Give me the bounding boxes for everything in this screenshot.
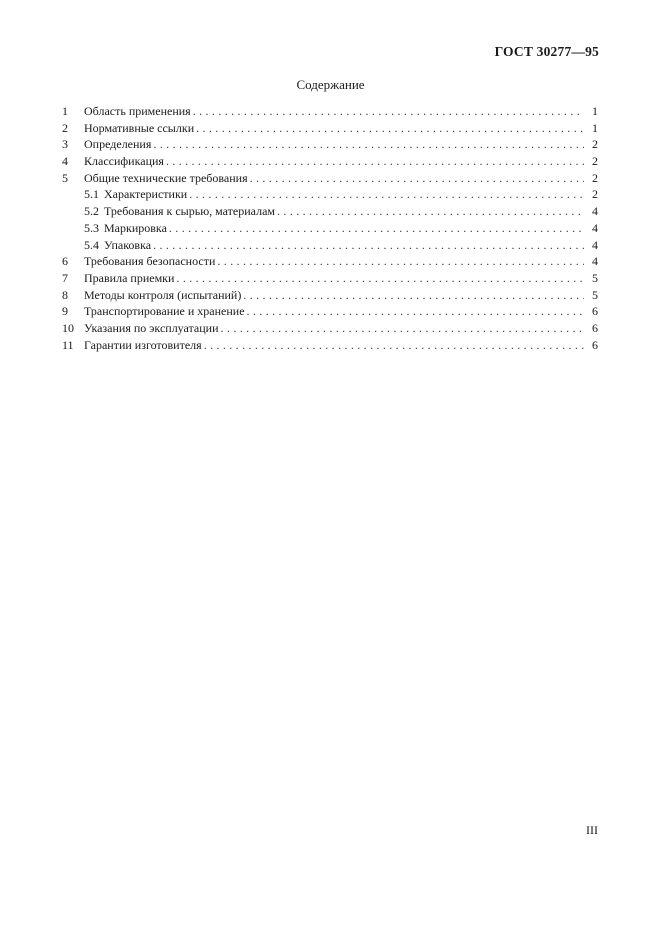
toc-item-number: 8 xyxy=(62,287,68,302)
toc-item-page: 5 xyxy=(592,270,598,285)
table-of-contents xyxy=(62,103,598,353)
toc-item-page: 4 xyxy=(592,204,598,219)
toc-item-1[interactable] xyxy=(62,103,598,120)
toc-item-label: Упаковка xyxy=(104,237,152,252)
toc-item-2[interactable] xyxy=(62,120,598,137)
toc-item-page: 6 xyxy=(592,320,598,335)
page-number: III xyxy=(586,823,598,837)
toc-item-page: 2 xyxy=(592,137,598,152)
toc-item-9[interactable] xyxy=(62,303,598,320)
toc-item-page: 1 xyxy=(592,104,598,118)
toc-item-page: 2 xyxy=(592,187,598,202)
toc-leader-dots xyxy=(217,253,584,270)
toc-leader-dots xyxy=(247,303,584,320)
toc-item-page: 4 xyxy=(592,254,598,269)
toc-item-page: 5 xyxy=(592,287,598,302)
toc-item-label: Характеристики xyxy=(104,187,188,202)
toc-item-page: 6 xyxy=(592,304,598,319)
toc-item-number: 10 xyxy=(62,320,74,335)
toc-leader-dots xyxy=(277,203,584,220)
toc-item-page: 4 xyxy=(592,220,598,235)
toc-item-5-4[interactable] xyxy=(62,237,598,254)
toc-item-page: 2 xyxy=(592,154,598,169)
toc-item-3[interactable] xyxy=(62,136,598,153)
toc-leader-dots xyxy=(204,337,584,354)
toc-item-number: 7 xyxy=(62,270,68,285)
toc-item-label: Методы контроля (испытаний) xyxy=(84,287,242,302)
toc-item-label: Требования безопасности xyxy=(84,254,216,269)
toc-item-number: 9 xyxy=(62,304,68,319)
toc-item-11[interactable] xyxy=(62,337,598,354)
toc-item-7[interactable] xyxy=(62,270,598,287)
toc-item-number: 2 xyxy=(62,120,68,135)
toc-item-label: Классификация xyxy=(84,154,164,169)
toc-item-number: 11 xyxy=(62,337,74,352)
toc-item-page: 4 xyxy=(592,237,598,252)
toc-item-number: 5 xyxy=(62,170,68,185)
toc-title: Содержание xyxy=(296,77,365,92)
toc-item-label: Гарантии изготовителя xyxy=(84,337,202,352)
toc-item-5[interactable] xyxy=(62,170,598,187)
toc-item-number: 5.4 xyxy=(84,237,99,252)
toc-leader-dots xyxy=(196,120,584,137)
toc-leader-dots xyxy=(221,320,584,337)
toc-item-label: Транспортирование и хранение xyxy=(84,304,245,319)
toc-item-number: 1 xyxy=(62,104,68,118)
toc-item-number: 5.2 xyxy=(84,204,99,219)
toc-item-5-3[interactable] xyxy=(62,220,598,237)
toc-item-label: Требования к сырью, материалам xyxy=(104,204,276,219)
toc-item-number: 6 xyxy=(62,254,68,269)
toc-item-label: Определения xyxy=(84,137,152,152)
toc-item-number: 3 xyxy=(62,137,68,152)
toc-item-number: 4 xyxy=(62,154,68,169)
toc-item-label: Указания по эксплуатации xyxy=(84,320,219,335)
toc-item-5-2[interactable] xyxy=(62,203,598,220)
toc-item-label: Общие технические требования xyxy=(84,170,248,185)
toc-item-5-1[interactable] xyxy=(62,186,598,203)
toc-item-page: 6 xyxy=(592,337,598,352)
toc-leader-dots xyxy=(153,136,584,153)
toc-item-10[interactable] xyxy=(62,320,598,337)
toc-item-4[interactable] xyxy=(62,153,598,170)
toc-leader-dots xyxy=(176,270,584,287)
toc-leader-dots xyxy=(193,103,584,120)
toc-item-label: Маркировка xyxy=(104,220,167,235)
toc-item-label: Область применения xyxy=(84,104,191,118)
toc-item-label: Нормативные ссылки xyxy=(84,120,195,135)
toc-item-number: 5.3 xyxy=(84,220,99,235)
document-code: ГОСТ 30277—95 xyxy=(494,44,599,59)
toc-leader-dots xyxy=(243,287,584,304)
toc-leader-dots xyxy=(250,170,584,187)
toc-item-8[interactable] xyxy=(62,287,598,304)
toc-leader-dots xyxy=(153,237,584,254)
toc-item-number: 5.1 xyxy=(84,187,99,202)
toc-leader-dots xyxy=(189,186,584,203)
toc-leader-dots xyxy=(169,220,584,237)
toc-item-page: 1 xyxy=(592,120,598,135)
toc-item-6[interactable] xyxy=(62,253,598,270)
toc-item-page: 2 xyxy=(592,170,598,185)
toc-item-label: Правила приемки xyxy=(84,270,175,285)
toc-leader-dots xyxy=(166,153,584,170)
